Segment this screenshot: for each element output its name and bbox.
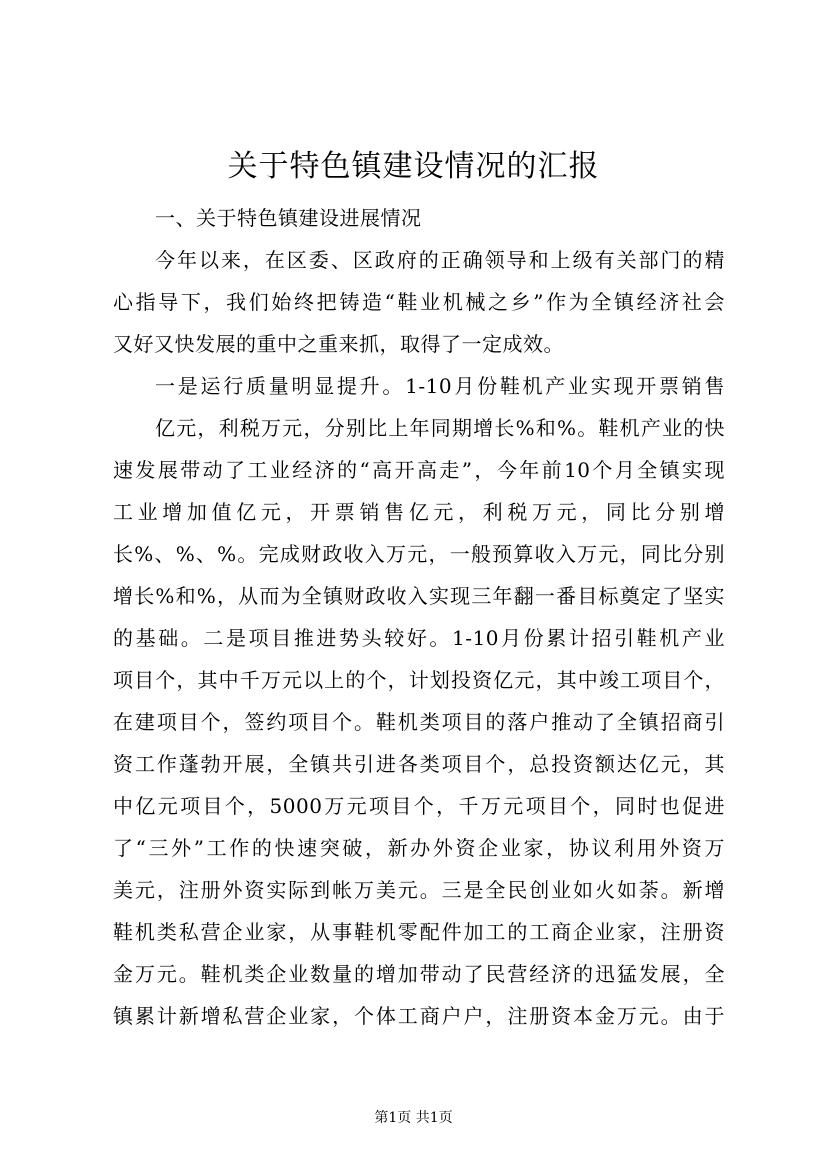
document-title: 关于特色镇建设情况的汇报 xyxy=(227,149,600,184)
body-text-line: 美元，注册外资实际到帐万美元。三是全民创业如火如荼。新增 xyxy=(113,878,725,902)
body-text-line: 中亿元项目个，5000万元项目个，千万元项目个，同时也促进 xyxy=(113,794,725,818)
body-text-line: 工业增加值亿元，开票销售亿元，利税万元，同比分别增 xyxy=(113,500,725,524)
body-text-line: 资工作蓬勃开展，全镇共引进各类项目个，总投资额达亿元，其 xyxy=(113,752,725,776)
body-text-line: 了“三外”工作的快速突破，新办外资企业家，协议利用外资万 xyxy=(113,836,725,860)
body-text-line: 今年以来，在区委、区政府的正确领导和上级有关部门的精 xyxy=(155,248,725,272)
body-text-line: 又好又快发展的重中之重来抓，取得了一定成效。 xyxy=(113,332,564,356)
page-footer: 第1页 共1页 xyxy=(374,1110,453,1126)
body-text-line: 心指导下，我们始终把铸造“鞋业机械之乡”作为全镇经济社会 xyxy=(113,290,725,314)
body-text-line: 速发展带动了工业经济的“高开高走”，今年前10个月全镇实现 xyxy=(113,458,725,482)
document-body xyxy=(113,197,725,1037)
body-text-line: 金万元。鞋机类企业数量的增加带动了民营经济的迅猛发展，全 xyxy=(113,962,725,986)
body-text-line: 长%、%、%。完成财政收入万元，一般预算收入万元，同比分别 xyxy=(113,542,725,566)
body-text-line: 一是运行质量明显提升。1-10月份鞋机产业实现开票销售 xyxy=(155,374,725,398)
body-text-line: 亿元，利税万元，分别比上年同期增长%和%。鞋机产业的快 xyxy=(155,416,725,440)
body-text-line: 项目个，其中千万元以上的个，计划投资亿元，其中竣工项目个， xyxy=(113,668,725,692)
body-text-line: 镇累计新增私营企业家，个体工商户户，注册资本金万元。由于 xyxy=(113,1004,725,1028)
body-text-line: 的基础。二是项目推进势头较好。1-10月份累计招引鞋机产业 xyxy=(113,626,725,650)
body-text-line: 增长%和%，从而为全镇财政收入实现三年翻一番目标奠定了坚实 xyxy=(113,584,725,608)
body-text-line: 在建项目个，签约项目个。鞋机类项目的落户推动了全镇招商引 xyxy=(113,710,725,734)
body-text-line: 鞋机类私营企业家，从事鞋机零配件加工的工商企业家，注册资 xyxy=(113,920,725,944)
body-text-line: 一、关于特色镇建设进展情况 xyxy=(155,206,422,230)
